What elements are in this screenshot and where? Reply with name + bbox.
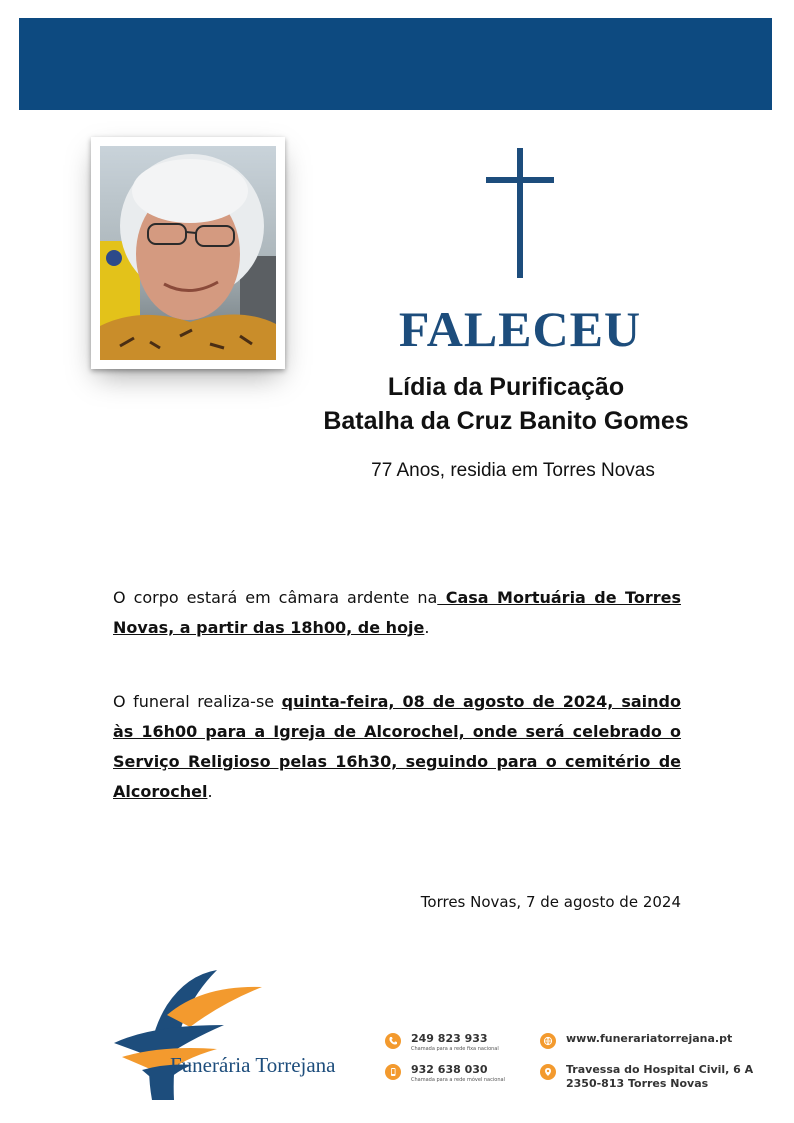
address-line-2: 2350-813 Torres Novas	[566, 1077, 709, 1090]
mobile-phone-icon	[385, 1064, 401, 1080]
portrait-photo	[100, 146, 276, 360]
header-banner	[19, 18, 772, 110]
deceased-heading: FALECEU	[398, 301, 642, 357]
location-pin-icon	[540, 1064, 556, 1080]
wake-intro: O corpo estará em câmara ardente na	[113, 588, 438, 607]
phone-mobile-note: Chamada para a rede móvel nacional	[411, 1077, 505, 1083]
contact-address	[540, 1063, 753, 1091]
brand-name-part1: Funerária	[170, 1053, 256, 1077]
brand-name	[170, 1053, 336, 1078]
funeraria-torrejana-logo	[112, 965, 337, 1105]
globe-icon	[540, 1033, 556, 1049]
contact-phone-landline[interactable]	[385, 1032, 499, 1053]
dateline: Torres Novas, 7 de agosto de 2024	[420, 893, 681, 911]
contact-phone-mobile[interactable]	[385, 1063, 505, 1084]
name-line-2: Batalha da Cruz Banito Gomes	[323, 407, 689, 435]
wake-paragraph	[113, 583, 681, 643]
name-line-1: Lídia da Purificação	[387, 373, 625, 401]
phone-icon	[385, 1033, 401, 1049]
phone-landline-number: 249 823 933	[411, 1032, 488, 1045]
contact-website[interactable]	[540, 1032, 732, 1049]
address-line-1: Travessa do Hospital Civil, 6 A	[566, 1063, 754, 1076]
wake-end: .	[424, 618, 430, 637]
cross-icon	[486, 148, 556, 278]
funeral-details: quinta-feira, 08 de agosto de 2024, saindo às 16h00 para a Igreja de Alcorochel, onde será celebrado o Serviço Religioso pelas 16h30, seguindo para o cemitério de Alcorochel	[113, 692, 682, 801]
deceased-name	[290, 370, 722, 438]
portrait-frame	[91, 137, 285, 369]
wake-details: Casa Mortuária de Torres Novas, a partir das 18h00, de hoje	[113, 588, 681, 637]
funeral-paragraph	[113, 687, 681, 807]
website-link[interactable]: www.funerariatorrejana.pt	[566, 1032, 733, 1045]
phone-landline-note: Chamada para a rede fixa nacional	[411, 1046, 499, 1052]
funeral-intro: O funeral realiza-se	[113, 692, 282, 711]
age-residence: 77 Anos, residia em Torres Novas	[371, 460, 655, 481]
funeral-end: .	[207, 782, 213, 801]
brand-name-part2: Torrejana	[255, 1053, 336, 1077]
phone-mobile-number: 932 638 030	[411, 1063, 488, 1076]
